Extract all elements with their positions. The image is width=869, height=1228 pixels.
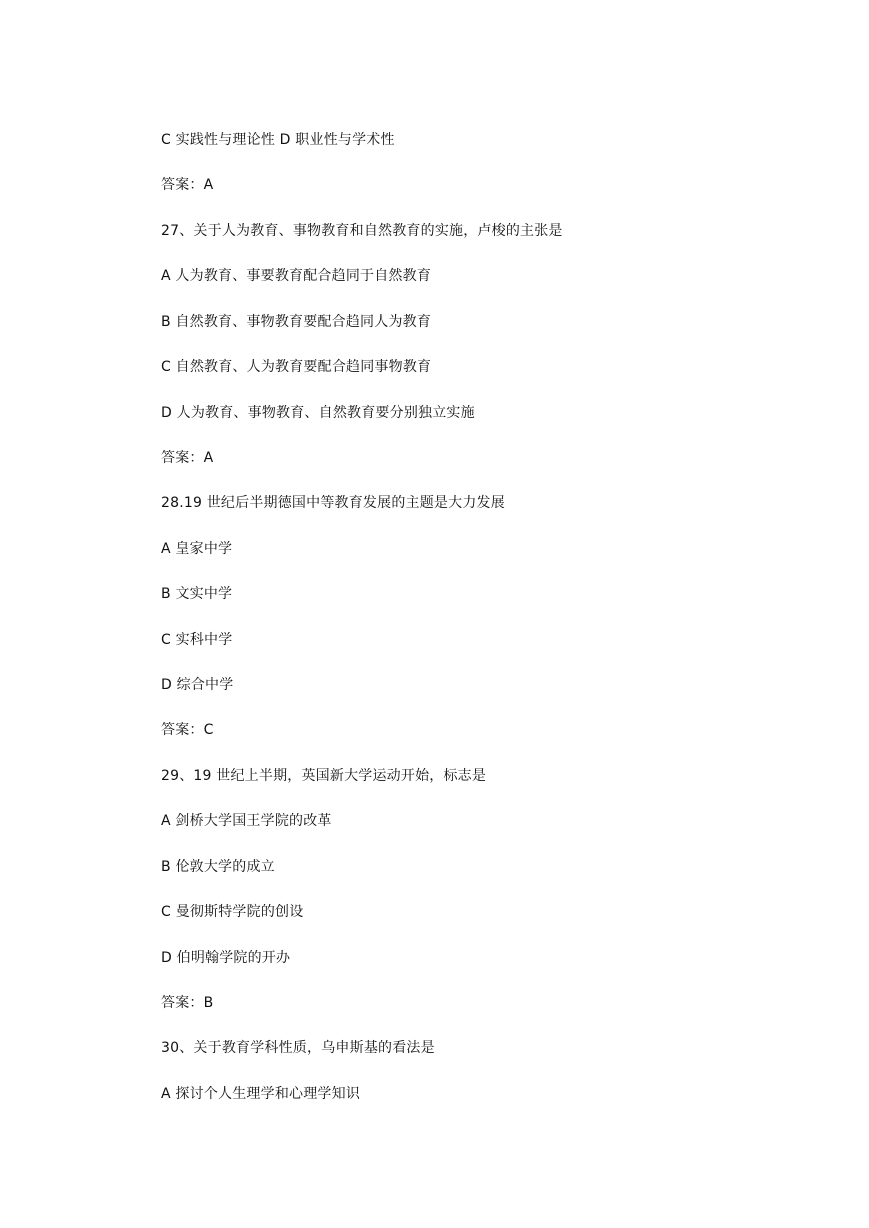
option-line: D 综合中学 — [161, 677, 234, 694]
question-28: 28.19 世纪后半期德国中等教育发展的主题是大力发展 — [161, 495, 505, 512]
question-29: 29、19 世纪上半期，英国新大学运动开始，标志是 — [161, 767, 487, 784]
answer-line: 答案：B — [161, 995, 214, 1012]
option-line: A 探讨个人生理学和心理学知识 — [161, 1085, 361, 1102]
answer-line: 答案：C — [161, 722, 214, 739]
option-line: A 皇家中学 — [161, 540, 233, 557]
option-line: B 伦敦大学的成立 — [161, 858, 275, 875]
document-body — [161, 126, 821, 1125]
option-line: B 文实中学 — [161, 586, 233, 603]
question-27: 27、关于人为教育、事物教育和自然教育的实施，卢梭的主张是 — [161, 222, 563, 239]
option-line: C 自然教育、人为教育要配合趋同事物教育 — [161, 359, 432, 376]
option-line: A 人为教育、事要教育配合趋同于自然教育 — [161, 268, 432, 285]
question-30: 30、关于教育学科性质，乌申斯基的看法是 — [161, 1040, 435, 1057]
answer-line: 答案：A — [161, 177, 214, 194]
answer-line: 答案：A — [161, 449, 214, 466]
option-line: B 自然教育、事物教育要配合趋同人为教育 — [161, 313, 432, 330]
option-line: D 伯明翰学院的开办 — [161, 949, 291, 966]
option-line: C 实科中学 — [161, 631, 233, 648]
option-line: A 剑桥大学国王学院的改革 — [161, 813, 332, 830]
option-line: D 人为教育、事物教育、自然教育要分别独立实施 — [161, 404, 475, 421]
option-line: C 曼彻斯特学院的创设 — [161, 904, 304, 921]
option-line: C 实践性与理论性 D 职业性与学术性 — [161, 132, 395, 148]
